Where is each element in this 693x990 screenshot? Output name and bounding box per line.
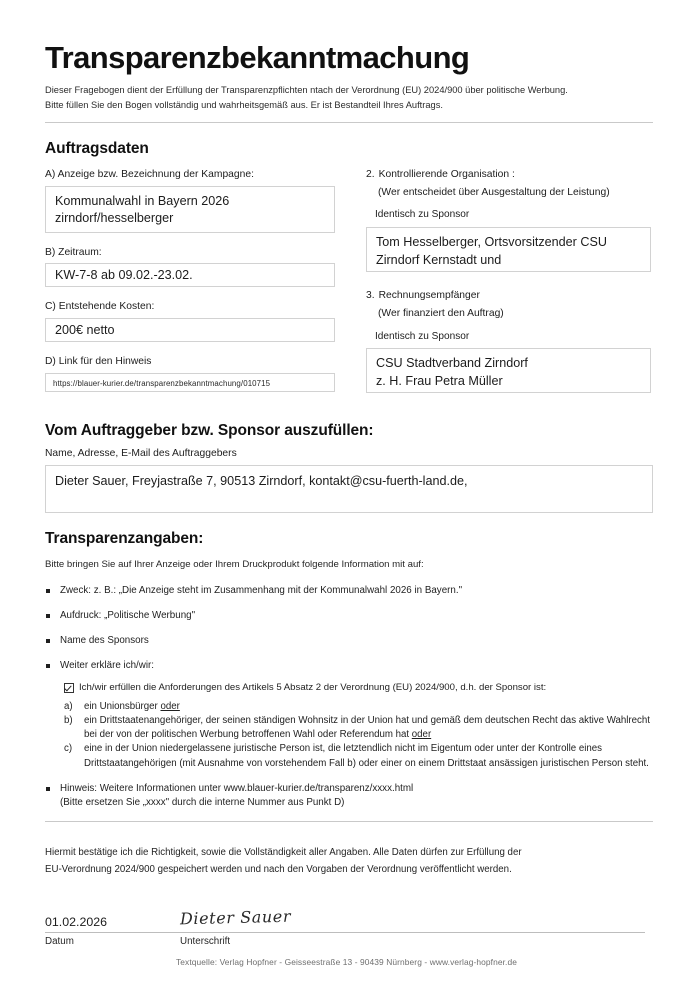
checkbox-checked-icon[interactable] <box>64 683 74 693</box>
label-item-3 <box>366 289 656 303</box>
sub-item-marker-a: a) <box>64 700 73 712</box>
input-field-d-link[interactable]: https://blauer-kurier.de/transparenzbekanntmachung/010715 <box>45 373 335 392</box>
list-item <box>45 659 655 770</box>
section-heading-transparenzangaben: Transparenzangaben: <box>45 530 204 548</box>
intro-line-1: Dieser Fragebogen dient der Erfüllung der Transparenzpflichten ntach der Verordnung (EU) 2024/900 über politische Werbung. <box>45 84 568 95</box>
signature-values-row <box>45 907 645 929</box>
signature-date-label: Datum <box>45 935 74 947</box>
sub-item-underline-a: oder <box>160 700 180 712</box>
signature-handwritten-value[interactable]: Dieter Sauer <box>179 906 292 928</box>
label-item-2 <box>366 168 656 182</box>
section-heading-sponsor: Vom Auftraggeber bzw. Sponsor auszufüllen: <box>45 422 374 440</box>
form-column-left <box>45 168 345 406</box>
sub-item-text-c: eine in der Union niedergelassene juristische Person ist, die letztendlich nicht im Eigentum oder unter der Kontrolle eines Drittstaatangehörigen (mit Ausnahme von vorstehendem Fall b) oder einer on einem Drittstaat ansässigen juristischen Person steht. <box>84 743 649 769</box>
input-field-b-period[interactable]: KW-7-8 ab 09.02.-23.02. <box>45 263 335 287</box>
form-column-right <box>366 168 656 407</box>
list-item <box>45 782 655 810</box>
list-item <box>64 742 655 770</box>
list-item: Aufdruck: „Politische Werbung" <box>45 609 655 623</box>
confirmation-line-1: Hiermit bestätige ich die Richtigkeit, sowie die Vollständigkeit aller Angaben. Alle Daten dürfen zur Erfüllung der <box>45 847 522 859</box>
item-3-number: 3. <box>366 290 375 302</box>
confirmation-divider <box>45 821 653 822</box>
confirmation-text <box>45 845 645 878</box>
list-item <box>64 714 655 742</box>
list-item <box>64 700 655 714</box>
item-2-value-line-1: Tom Hesselberger, Ortsvorsitzender CSU <box>376 235 607 250</box>
label-field-d: D) Link für den Hinweis <box>45 356 152 368</box>
page-footer: Textquelle: Verlag Hopfner - Geisseestraße 13 - 90439 Nürnberg - www.verlag-hopfner.de <box>176 957 517 967</box>
field-a-value-line-1: Kommunalwahl in Bayern 2026 <box>55 193 230 208</box>
form-columns <box>45 168 655 407</box>
declaration-intro: Weiter erkläre ich/wir: <box>60 660 154 672</box>
sub-item-text-a: ein Unionsbürger oder <box>84 700 180 712</box>
input-item-3-invoice-recipient[interactable] <box>366 348 651 393</box>
item-2-label: Kontrollierende Organisation : <box>378 168 515 180</box>
sub-item-marker-b: b) <box>64 715 73 727</box>
sub-item-underline-b: oder <box>411 729 432 741</box>
intro-paragraph <box>45 83 655 113</box>
page-title: Transparenzbekanntmachung <box>45 40 470 75</box>
label-field-b: B) Zeitraum: <box>45 246 102 258</box>
transparency-lead-text: Bitte bringen Sie auf Ihrer Anzeige oder Ihrem Druckprodukt folgende Information mit auf: <box>45 559 424 571</box>
intro-line-2: Bitte füllen Sie den Bogen vollständig und wahrheitsgemäß aus. Er ist Bestandteil Ihres Auftrags. <box>45 99 443 110</box>
hint-line-1: Hinweis: Weitere Informationen unter www.blauer-kurier.de/transparenz/xxxx.html <box>60 782 414 794</box>
sub-item-marker-c: c) <box>64 743 73 755</box>
item-3-value-line-1: CSU Stadtverband Zirndorf <box>376 356 528 371</box>
declaration-sub-list <box>60 700 655 771</box>
input-field-c-costs[interactable]: 200€ netto <box>45 318 335 342</box>
input-sponsor-details[interactable]: Dieter Sauer, Freyjastraße 7, 90513 Zirndorf, kontakt@csu-fuerth-land.de, <box>45 465 653 513</box>
input-item-2-organisation[interactable] <box>366 227 651 272</box>
item-3-label: Rechnungsempfänger <box>378 290 480 302</box>
hint-item-3: (Wer finanziert den Auftrag) <box>378 307 504 319</box>
signature-baseline <box>45 932 645 933</box>
label-field-c: C) Entstehende Kosten: <box>45 301 155 313</box>
label-sponsor-details: Name, Adresse, E-Mail des Auftraggebers <box>45 448 237 460</box>
label-field-a: A) Anzeige bzw. Bezeichnung der Kampagne: <box>45 168 254 180</box>
signature-labels-row <box>45 936 645 947</box>
identical-note-item-2: Identisch zu Sponsor <box>375 209 470 221</box>
header-divider <box>45 122 653 123</box>
signature-label: Unterschrift <box>180 935 231 947</box>
list-item: Name des Sponsors <box>45 634 655 648</box>
field-a-value-line-2: zirndorf/hesselberger <box>55 211 174 226</box>
input-field-a-campaign[interactable] <box>45 186 335 233</box>
item-3-value-line-2: z. H. Frau Petra Müller <box>376 374 503 389</box>
identical-note-item-3: Identisch zu Sponsor <box>375 330 470 342</box>
sub-item-text-b: ein Drittstaatenangehöriger, der seinen ständigen Wohnsitz in der Union hat und gemäß dem deutschen Recht das aktive Wahlrecht bei der von der politischen Werbung betroffenen Wahl oder Referendum hat oder <box>84 715 650 741</box>
list-item: Zweck: z. B.: „Die Anzeige steht im Zusammenhang mit der Kommunalwahl 2026 in Bayern." <box>45 584 655 598</box>
transparency-bullet-list <box>45 584 655 810</box>
confirmation-line-2: EU-Verordnung 2024/900 gespeichert werden und nach den Vorgaben der Verordnung veröffentlicht werden. <box>45 863 512 875</box>
item-2-value-line-2: Zirndorf Kernstadt und <box>376 252 502 267</box>
declaration-checkbox-label: Ich/wir erfüllen die Anforderungen des Artikels 5 Absatz 2 der Verordnung (EU) 2024/900, d.h. der Sponsor ist: <box>79 681 547 693</box>
declaration-checkbox-row[interactable] <box>60 681 655 694</box>
item-2-number: 2. <box>366 168 375 180</box>
section-heading-auftragsdaten: Auftragsdaten <box>45 139 149 157</box>
hint-item-2: (Wer entscheidet über Ausgestaltung der Leistung) <box>378 186 610 198</box>
hint-line-2: (Bitte ersetzen Sie „xxxx" durch die interne Nummer aus Punkt D) <box>60 796 345 808</box>
signature-block <box>45 907 645 947</box>
signature-date-value[interactable]: 01.02.2026 <box>45 914 108 929</box>
